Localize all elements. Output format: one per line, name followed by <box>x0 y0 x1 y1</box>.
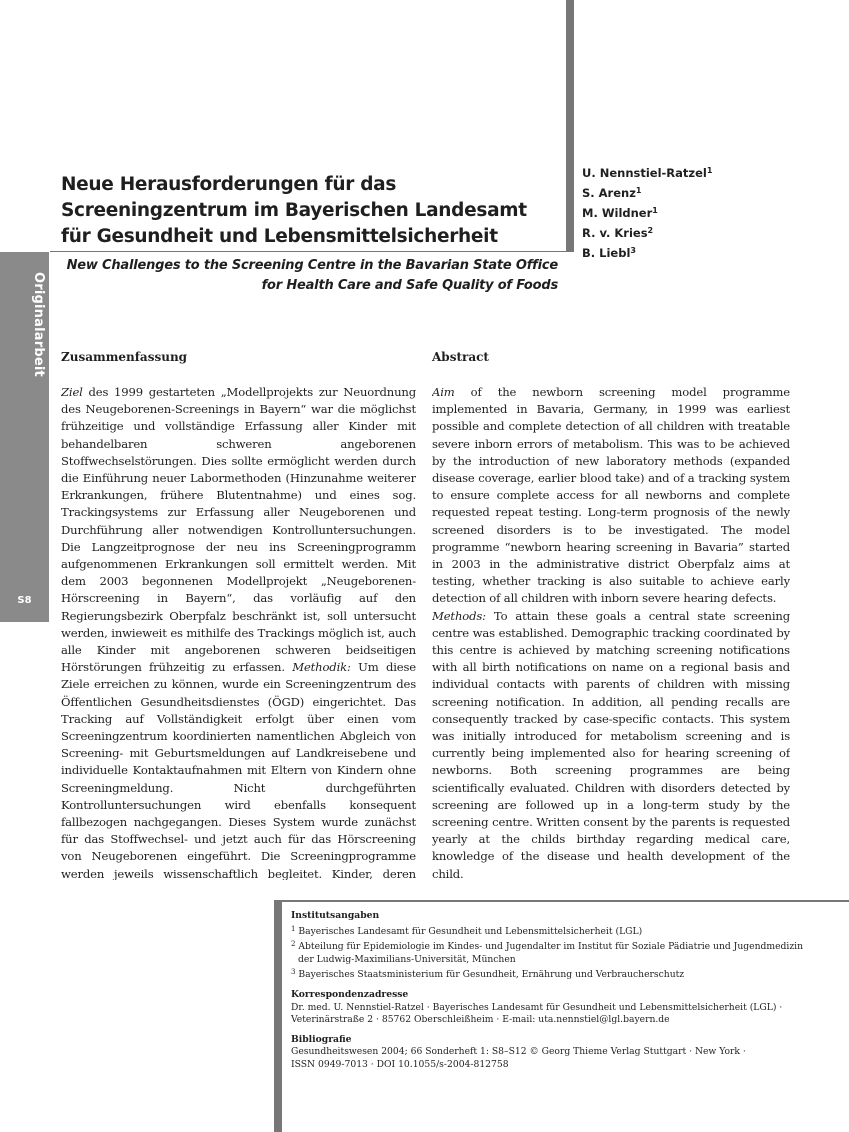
title-vertical-rule <box>566 0 574 252</box>
korrespondenzadresse: Korrespondenzadresse Dr. med. U. Nennstiel-Ratzel · Bayerisches Landesamt für Gesundheit und Lebensmittelsicherheit (LGL) · Veterinärstraße 2 · 85762 Oberschleißheim · E-mail: uta.nennstiel@lgl.bayern.de <box>291 988 783 1026</box>
aim-label: Aim <box>432 385 455 399</box>
author: S. Arenz$^1$ <box>582 186 642 200</box>
article-type-label: Originalarbeit <box>31 272 46 377</box>
author-list <box>582 162 712 262</box>
zusammenfassung-heading: Zusammenfassung <box>61 350 188 364</box>
author: U. Nennstiel-Ratzel$^1$ <box>582 166 713 180</box>
title-horizontal-rule <box>50 251 574 252</box>
article-title: Neue Herausforderungen für das Screeningzentrum im Bayerischen Landesamt für Gesundheit und Lebensmittelsicherheit <box>61 174 527 247</box>
info-box-top-rule <box>274 900 849 902</box>
author: R. v. Kries$^2$ <box>582 226 654 240</box>
abstract-heading: Abstract <box>432 350 489 364</box>
author: B. Liebl$^3$ <box>582 246 636 260</box>
bibliografie: Bibliografie Gesundheitswesen 2004; 66 Sonderheft 1: S8–S12 © Georg Thieme Verlag Stuttgart · New York · ISSN 0949-7013 · DOI 10.1055/s-2004-812758 <box>291 1033 746 1070</box>
info-box-side-rule <box>274 900 282 1132</box>
ziel-label: Ziel <box>61 385 83 399</box>
institutsangaben: Institutsangaben $^1$ Bayerisches Landesamt für Gesundheit und Lebensmittelsicherheit (LGL) $^2$ Abteilung für Epidemiologie im Kindes- und Jugendalter im Institut für Soziale Pädiatrie und Jugendmedizin der Ludwig-Maximilians-Universität, München $^3$ Bayerisches Staatsministerium für Gesundheit, Ernährung und Verbraucherschutz <box>291 910 804 981</box>
methods-label: Methods: <box>432 608 486 623</box>
methodik-label: Methodik: <box>292 660 351 675</box>
page-number: S8 <box>17 595 32 606</box>
info-box <box>291 910 811 1079</box>
article-title-english: New Challenges to the Screening Centre in the Bavarian State Office for Health Care and Safe Quality of Foods <box>66 258 558 293</box>
zusammenfassung-text: Ziel des 1999 gestarteten „Modellprojekts zur Neuordnung des Neugeborenen-Screenings in Bayern“ war die möglichst frühzeitige und vollständige Erfassung aller Kinder mit behandelbaren schweren angeborenen Stoffwechselstörungen. Dies sollte ermöglicht werden durch die Einführung neuer Labormethoden (Hinzunahme weiterer Erkrankungen, frühere Blutentnahme) und eines sog. Trackingsystems zur Erfassung aller Neugeborenen und Durchführung aller notwendigen Kontrolluntersuchungen. Die Langzeitprognose der neu ins Screeningprogramm aufgenommenen Erkrankungen soll ermittelt werden. Mit dem 2003 begonnenen Modellprojekt „Neugeborenen-Hörscreening in Bayern“, das vorläufig auf den Regierungsbezirk Oberpfalz beschränkt ist, soll untersucht werden, inwieweit es mithilfe des Trackings möglich ist, auch alle Kinder mit angeborenen schweren beidseitigen Hörstörungen frühzeitig zu erfassen. Methodik: Um diese Ziele erreichen zu können, wurde ein Screeningzentrum des Öffentlichen Gesundheitsdienstes (ÖGD) eingerichtet. Das Tracking auf Vollständigkeit erfolgt über einen vom Screeningzentrum koordinierten namentlichen Abgleich von Screening- mit Geburtsmeldungen auf Landkreisebene und individuelle Kontaktaufnahmen mit Eltern von Kindern ohne Screeningmeldung. Nicht durchgeführten Kontrolluntersuchungen wird ebenfalls konsequent fallbezogen nachgegangen. Dieses System wurde zunächst für das Stoffwechsel- und jetzt auch für das Hörscreening von Neugeborenen eingeführt. Die Screeningprogramme werden jeweils wissenschaftlich begleitet. Kinder, deren <box>61 385 416 880</box>
abstract-text: Aim of the newborn screening model programme implemented in Bavaria, Germany, in 1999 was earliest possible and complete detection of all children with treatable severe inborn errors of metabolism. This was to be achieved by the introduction of new laboratory methods (expanded disease coverage, earlier blood take) and of a tracking system to ensure complete access for all newborns and complete requested repeat testing. Long-term prognosis of the newly screened disorders is to be investigated. The model programme “newborn hearing screening in Bavaria” started in 2003 in the administrative district Oberpfalz aims at testing, whether tracking is also suitable to achieve early detection of all children with inborn severe hearing defects. Methods: To attain these goals a central state screening centre was established. Demographic tracking coordinated by this centre is achieved by matching screening notifications with all birth notifications on name on a regional basis and individual contacts with parents of children with missing screening notification. In addition, all pending recalls are consequently tracked by case-specific contacts. This system was initially introduced for metabolism screening and is currently being implemented also for hearing screening of newborns. Both screening programmes are being scientifically evaluated. Children with disorders detected by screening are followed up in a long-term study by the screening centre. Written consent by the parents is requested yearly at the childs birthday regarding medical care, knowledge of the disease und health development of the child. <box>432 385 790 880</box>
author: M. Wildner$^1$ <box>582 206 658 220</box>
